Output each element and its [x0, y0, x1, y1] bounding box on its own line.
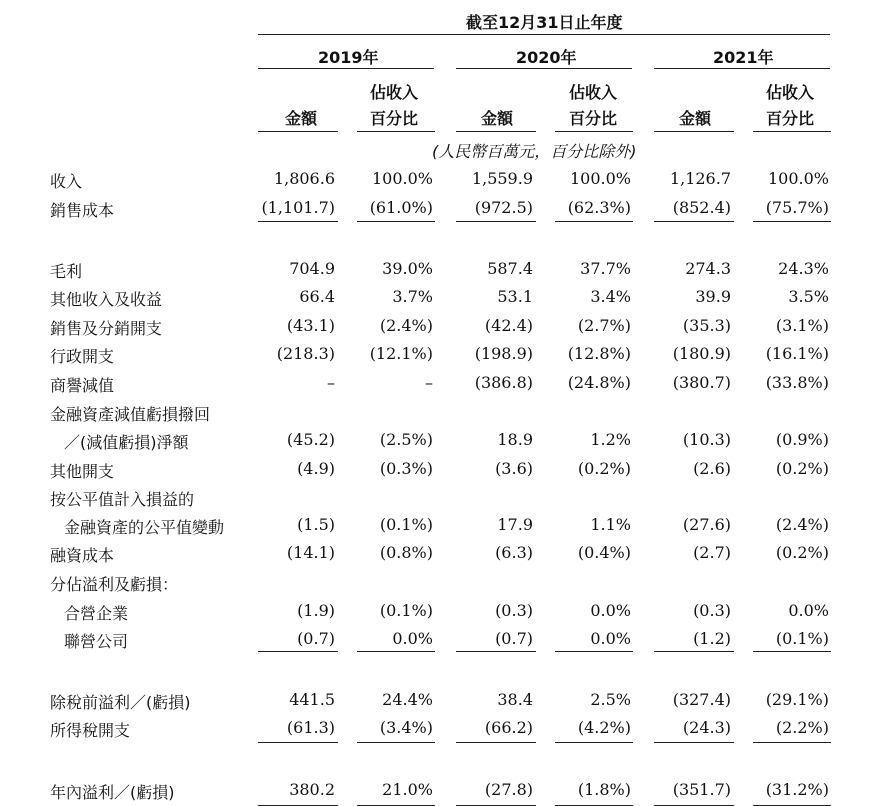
subtotal-rule — [654, 651, 734, 652]
cell-amount: 1,126.7 — [669, 169, 731, 188]
year-rule-2021 — [654, 68, 830, 69]
col-rule — [258, 131, 338, 132]
row-label: 商譽減值 — [50, 376, 115, 395]
row-label: 其他收入及收益 — [50, 290, 163, 309]
cell-percent: 3.5% — [788, 287, 829, 306]
cell-amount: (66.2) — [484, 718, 533, 737]
cell-percent: 2.5% — [590, 690, 631, 709]
row-label: 融資成本 — [50, 546, 115, 565]
col-pct-2021-l2: 百分比 — [766, 109, 815, 128]
year-2021: 2021年 — [713, 48, 774, 67]
cell-amount: 441.5 — [289, 690, 335, 709]
cell-amount: 18.9 — [497, 430, 533, 449]
cell-amount: (0.7) — [297, 629, 335, 648]
cell-percent: (0.1%) — [379, 601, 433, 620]
col-rule — [654, 131, 734, 132]
cell-percent: (4.2%) — [577, 718, 631, 737]
cell-amount: 39.9 — [695, 287, 731, 306]
cell-percent: (2.4%) — [775, 515, 829, 534]
subtotal-rule — [753, 651, 831, 652]
cell-percent: 24.3% — [778, 259, 829, 278]
cell-percent: (2.7%) — [577, 316, 631, 335]
cell-percent: (1.8%) — [577, 780, 631, 799]
cell-amount: (351.7) — [672, 780, 731, 799]
cell-percent: 37.7% — [580, 259, 631, 278]
cell-amount: (45.2) — [286, 430, 335, 449]
period-rule — [258, 34, 830, 35]
cell-amount: 380.2 — [289, 780, 335, 799]
row-label: 行政開支 — [50, 347, 115, 366]
cell-percent: (31.2%) — [765, 780, 829, 799]
cell-amount: (0.7) — [495, 629, 533, 648]
col-rule — [357, 131, 435, 132]
cell-amount: (1.5) — [297, 515, 335, 534]
row-label: 其他開支 — [50, 462, 115, 481]
subtotal-rule — [258, 221, 338, 222]
cell-percent: – — [425, 373, 433, 392]
cell-percent: (0.3%) — [379, 459, 433, 478]
cell-amount: (27.8) — [484, 780, 533, 799]
row-label: 所得稅開支 — [50, 721, 131, 740]
cell-percent: (3.4%) — [379, 718, 433, 737]
cell-percent: (12.1%) — [369, 344, 433, 363]
cell-percent: (2.5%) — [379, 430, 433, 449]
cell-percent: (2.4%) — [379, 316, 433, 335]
cell-percent: 100.0% — [569, 169, 631, 188]
cell-amount: (1.9) — [297, 601, 335, 620]
subtotal-rule — [654, 742, 734, 743]
cell-percent: (0.8%) — [379, 543, 433, 562]
col-pct-2019-l2: 百分比 — [370, 109, 419, 128]
cell-amount: (1.2) — [693, 629, 731, 648]
row-label: 毛利 — [50, 262, 83, 281]
cell-amount: (0.3) — [495, 601, 533, 620]
cell-percent: 100.0% — [371, 169, 433, 188]
cell-amount: (972.5) — [474, 198, 533, 217]
cell-percent: (3.1%) — [775, 316, 829, 335]
cell-percent: (2.2%) — [775, 718, 829, 737]
cell-amount: 1,806.6 — [273, 169, 335, 188]
cell-amount: (6.3) — [495, 543, 533, 562]
cell-amount: 1,559.9 — [471, 169, 533, 188]
cell-amount: (61.3) — [286, 718, 335, 737]
year-2019: 2019年 — [318, 48, 379, 67]
cell-amount: 17.9 — [497, 515, 533, 534]
cell-percent: (0.1%) — [775, 629, 829, 648]
cell-amount: (0.3) — [693, 601, 731, 620]
col-pct-2020-l1: 佔收入 — [569, 83, 618, 102]
row-label: 聯營公司 — [64, 632, 129, 651]
cell-amount: (198.9) — [474, 344, 533, 363]
cell-percent: 3.7% — [392, 287, 433, 306]
row-label: 金融資產減值虧損撥回 — [50, 405, 211, 424]
subtotal-rule — [357, 651, 435, 652]
col-rule — [555, 131, 633, 132]
cell-percent: 0.0% — [788, 601, 829, 620]
cell-percent: 0.0% — [590, 629, 631, 648]
cell-percent: (0.9%) — [775, 430, 829, 449]
cell-percent: (61.0%) — [369, 198, 433, 217]
row-label: ／(減值虧損)淨額 — [64, 433, 189, 452]
cell-amount: (852.4) — [672, 198, 731, 217]
col-rule — [456, 131, 536, 132]
cell-amount: 53.1 — [497, 287, 533, 306]
row-label: 收入 — [50, 172, 83, 191]
cell-amount: (380.7) — [672, 373, 731, 392]
cell-percent: 39.0% — [382, 259, 433, 278]
cell-percent: (29.1%) — [765, 690, 829, 709]
col-pct-2021-l1: 佔收入 — [766, 83, 815, 102]
subtotal-rule — [555, 221, 633, 222]
cell-percent: 100.0% — [767, 169, 829, 188]
col-amount-2021: 金額 — [679, 109, 712, 128]
subtotal-rule — [357, 221, 435, 222]
row-label: 分佔溢利及虧損： — [50, 575, 179, 594]
cell-percent: (16.1%) — [765, 344, 829, 363]
cell-amount: (35.3) — [682, 316, 731, 335]
col-pct-2020-l2: 百分比 — [569, 109, 618, 128]
row-label: 按公平值計入損益的 — [50, 490, 195, 509]
subtotal-rule — [654, 221, 734, 222]
col-rule — [753, 131, 831, 132]
cell-percent: (0.2%) — [577, 459, 631, 478]
cell-amount: 587.4 — [487, 259, 533, 278]
row-label: 金融資產的公平值變動 — [64, 518, 225, 537]
cell-amount: (27.6) — [682, 515, 731, 534]
subtotal-rule — [753, 742, 831, 743]
cell-percent: (62.3%) — [567, 198, 631, 217]
subtotal-rule — [357, 742, 435, 743]
row-label: 年內溢利／(虧損) — [50, 783, 175, 802]
cell-percent: 0.0% — [590, 601, 631, 620]
cell-amount: (10.3) — [682, 430, 731, 449]
col-pct-2019-l1: 佔收入 — [370, 83, 419, 102]
cell-amount: (3.6) — [495, 459, 533, 478]
cell-amount: (2.7) — [693, 543, 731, 562]
cell-amount: (180.9) — [672, 344, 731, 363]
year-rule-2020 — [456, 68, 632, 69]
row-label: 除稅前溢利／(虧損) — [50, 693, 191, 712]
cell-amount: (386.8) — [474, 373, 533, 392]
cell-percent: (75.7%) — [765, 198, 829, 217]
cell-amount: (24.3) — [682, 718, 731, 737]
cell-amount: (218.3) — [276, 344, 335, 363]
cell-amount: (14.1) — [286, 543, 335, 562]
cell-amount: 704.9 — [289, 259, 335, 278]
cell-percent: (24.8%) — [567, 373, 631, 392]
cell-percent: 1.2% — [590, 430, 631, 449]
cell-amount: 66.4 — [299, 287, 335, 306]
cell-percent: 0.0% — [392, 629, 433, 648]
col-amount-2019: 金額 — [285, 109, 318, 128]
cell-percent: 3.4% — [590, 287, 631, 306]
cell-percent: (12.8%) — [567, 344, 631, 363]
cell-percent: 21.0% — [382, 780, 433, 799]
subtotal-rule — [456, 221, 536, 222]
year-2020: 2020年 — [516, 48, 577, 67]
cell-amount: 274.3 — [685, 259, 731, 278]
subtotal-rule — [753, 221, 831, 222]
cell-amount: (4.9) — [297, 459, 335, 478]
cell-amount: (43.1) — [286, 316, 335, 335]
cell-percent: (0.1%) — [379, 515, 433, 534]
subtotal-rule — [456, 651, 536, 652]
subtotal-rule — [555, 742, 633, 743]
subtotal-rule — [258, 651, 338, 652]
cell-percent: (0.4%) — [577, 543, 631, 562]
cell-amount: (42.4) — [484, 316, 533, 335]
cell-amount: 38.4 — [497, 690, 533, 709]
subtotal-rule — [555, 651, 633, 652]
cell-percent: (33.8%) — [765, 373, 829, 392]
row-label: 銷售及分銷開支 — [50, 319, 163, 338]
cell-percent: (0.2%) — [775, 543, 829, 562]
subtotal-rule — [258, 742, 338, 743]
row-label: 合營企業 — [64, 604, 129, 623]
cell-percent: (0.2%) — [775, 459, 829, 478]
cell-amount: – — [327, 373, 335, 392]
cell-amount: (2.6) — [693, 459, 731, 478]
cell-amount: (1,101.7) — [261, 198, 335, 217]
subtotal-rule — [456, 742, 536, 743]
cell-amount: (327.4) — [672, 690, 731, 709]
row-label: 銷售成本 — [50, 201, 115, 220]
unit-note: (人民幣百萬元，百分比除外) — [432, 142, 637, 161]
cell-percent: 1.1% — [590, 515, 631, 534]
col-amount-2020: 金額 — [481, 109, 514, 128]
year-rule-2019 — [258, 68, 434, 69]
period-title: 截至12月31日止年度 — [466, 13, 623, 32]
cell-percent: 24.4% — [382, 690, 433, 709]
